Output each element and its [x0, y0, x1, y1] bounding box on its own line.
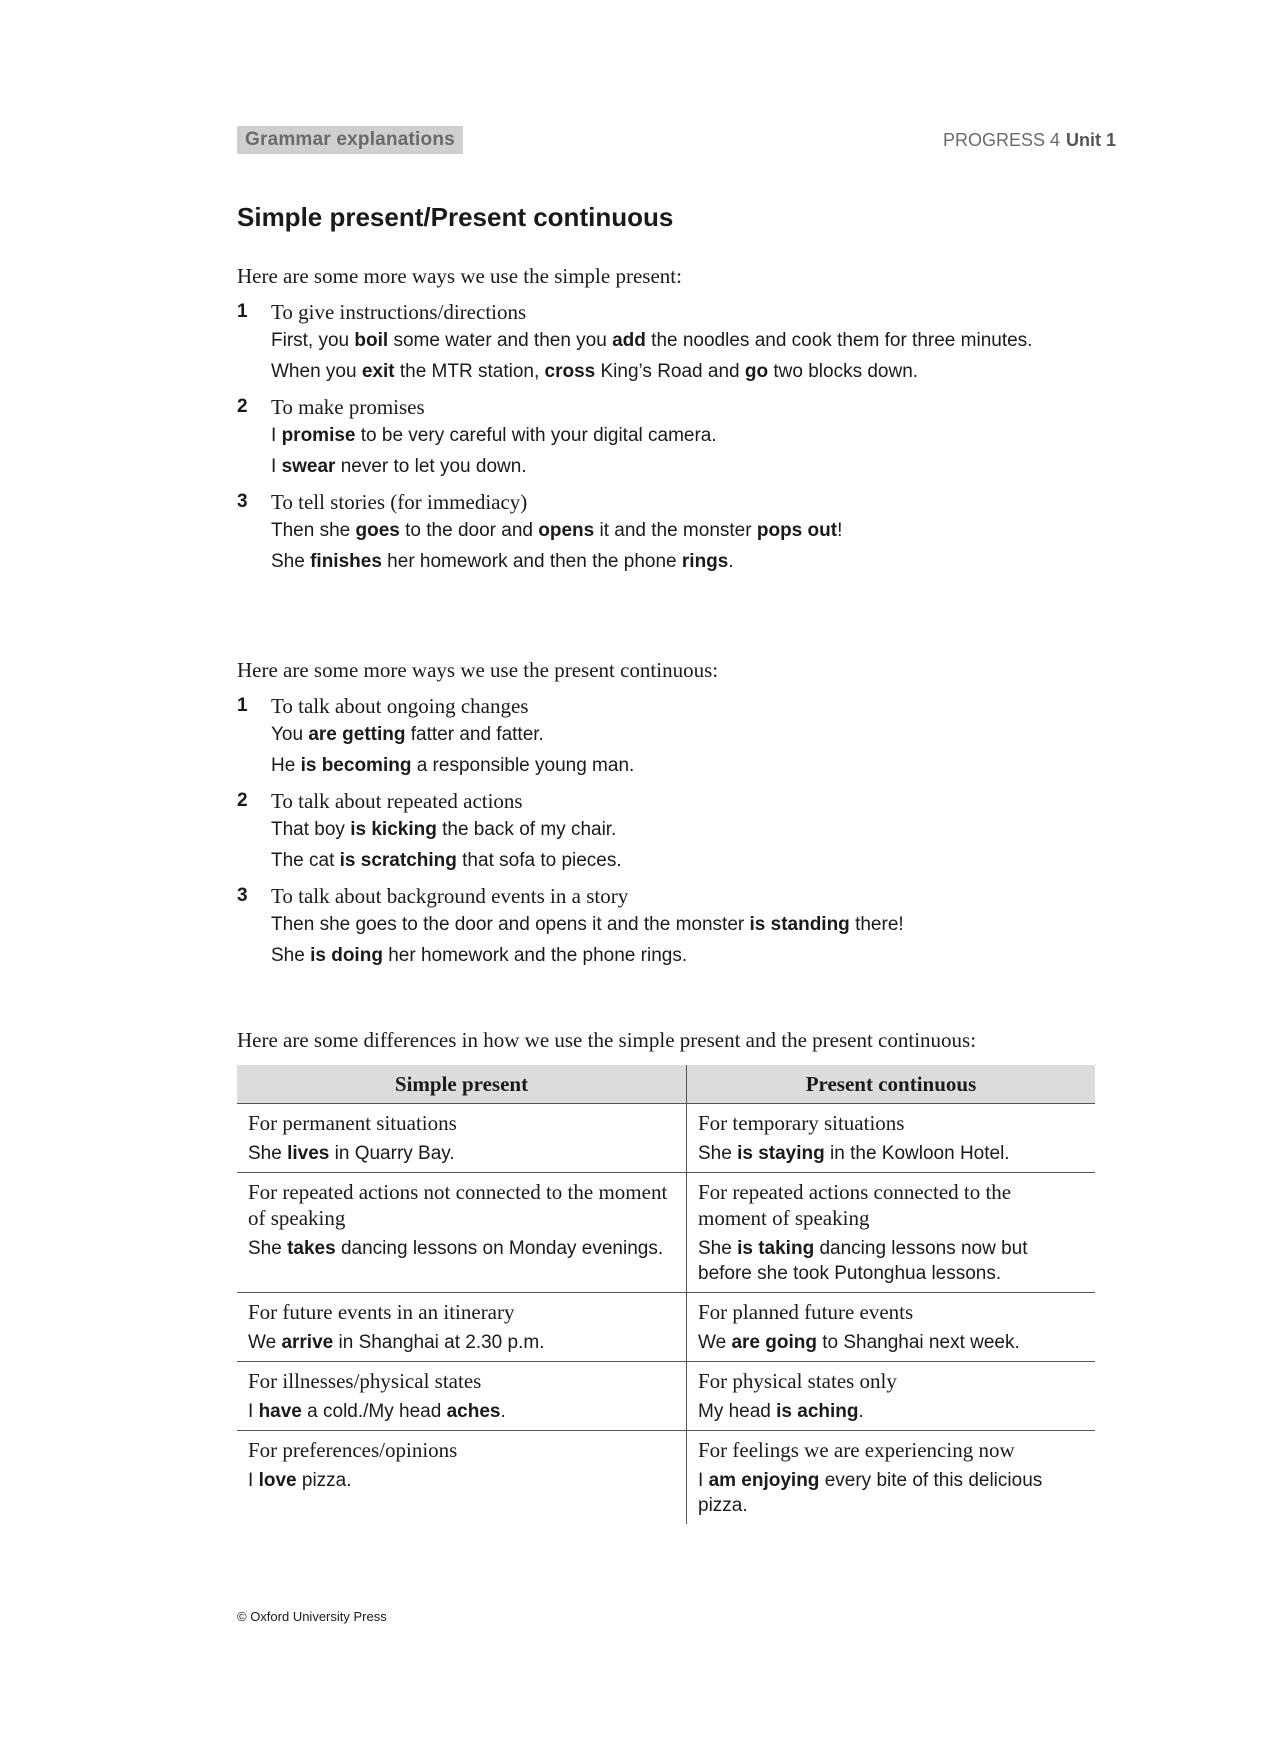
example-sentence — [698, 1236, 1085, 1286]
example-sentence — [271, 359, 1117, 384]
bold-verb: is staying — [737, 1143, 825, 1164]
table-row — [237, 1293, 1095, 1362]
example-text: When you — [271, 361, 362, 382]
example-text: to the door and — [399, 520, 539, 541]
example-sentence — [698, 1468, 1085, 1518]
bold-verb: pops out — [756, 520, 838, 541]
example-text: . — [858, 1401, 864, 1422]
example-text: dancing lessons on Monday evenings. — [335, 1238, 664, 1259]
example-text: She — [271, 551, 311, 572]
table-row — [237, 1431, 1095, 1525]
list-item — [237, 787, 1117, 873]
present-continuous-list — [237, 692, 1117, 968]
item-number: 1 — [237, 301, 248, 322]
bold-verb: aches — [446, 1401, 501, 1422]
item-heading: To tell stories (for immediacy) — [271, 490, 528, 514]
example-text: The cat — [271, 850, 340, 871]
bold-verb: finishes — [310, 551, 382, 572]
bold-verb: exit — [361, 361, 395, 382]
example-text: I — [698, 1470, 709, 1491]
usage-description: For illnesses/physical states — [248, 1369, 482, 1393]
item-number: 3 — [237, 885, 248, 906]
example-sentence — [271, 848, 1117, 873]
example-text: the back of my chair. — [436, 819, 617, 840]
example-text: to Shanghai next week. — [816, 1332, 1020, 1353]
table-row — [237, 1104, 1095, 1173]
example-text: the MTR station, — [394, 361, 545, 382]
example-text: that sofa to pieces. — [456, 850, 622, 871]
example-sentence — [248, 1141, 676, 1166]
example-text: She — [698, 1143, 738, 1164]
simple-present-cell — [237, 1173, 687, 1293]
example-text: We — [248, 1332, 282, 1353]
example-text: ! — [837, 520, 843, 541]
example-text: in Shanghai at 2.30 p.m. — [333, 1332, 545, 1353]
example-text: to be very careful with your digital camera. — [355, 425, 717, 446]
usage-description: For repeated actions not connected to the moment of speaking — [248, 1180, 668, 1230]
example-sentence — [271, 753, 1117, 778]
progress-label: PROGRESS 4 — [942, 130, 1060, 150]
present-continuous-intro: Here are some more ways we use the present continuous: — [237, 658, 719, 682]
simple-present-list — [237, 298, 1117, 574]
item-heading: To make promises — [271, 395, 425, 419]
present-continuous-section — [237, 656, 1117, 977]
bold-verb: boil — [354, 330, 389, 351]
comparison-table-body — [237, 1104, 1095, 1525]
example-sentence — [271, 912, 1117, 937]
bold-verb: is becoming — [300, 755, 412, 776]
bold-verb: is aching — [776, 1401, 859, 1422]
bold-verb: am enjoying — [708, 1470, 820, 1491]
bold-verb: go — [744, 361, 769, 382]
list-item — [237, 393, 1117, 479]
column-header-simple-present: Simple present — [237, 1065, 687, 1104]
simple-present-cell — [237, 1362, 687, 1431]
example-text: Then she — [271, 520, 356, 541]
example-text: I — [248, 1470, 259, 1491]
present-continuous-cell — [687, 1104, 1096, 1173]
example-sentence — [698, 1330, 1085, 1355]
simple-present-cell — [237, 1431, 687, 1525]
bold-verb: are getting — [308, 724, 406, 745]
section-tag: Grammar explanations — [237, 126, 463, 154]
simple-present-cell — [237, 1293, 687, 1362]
item-number: 1 — [237, 695, 248, 716]
list-item — [237, 488, 1117, 574]
example-text: She — [248, 1143, 288, 1164]
bold-verb: rings — [681, 551, 729, 572]
item-heading: To talk about background events in a story — [271, 884, 629, 908]
example-text: the noodles and cook them for three minutes. — [645, 330, 1033, 351]
example-text: a cold./My head — [301, 1401, 447, 1422]
bold-verb: opens — [538, 520, 595, 541]
example-sentence — [271, 423, 1117, 448]
column-header-present-continuous: Present continuous — [687, 1065, 1096, 1104]
usage-description: For future events in an itinerary — [248, 1300, 515, 1324]
bold-verb: is doing — [310, 945, 383, 966]
item-heading: To talk about ongoing changes — [271, 694, 529, 718]
example-sentence — [271, 454, 1117, 479]
example-text: it and the monster — [594, 520, 757, 541]
present-continuous-cell — [687, 1173, 1096, 1293]
bold-verb: is taking — [737, 1238, 815, 1259]
copyright-footer: © Oxford University Press — [237, 1609, 387, 1624]
example-sentence — [271, 518, 1117, 543]
example-sentence — [698, 1141, 1085, 1166]
example-sentence — [248, 1236, 676, 1261]
item-number: 2 — [237, 396, 248, 417]
present-continuous-cell — [687, 1362, 1096, 1431]
example-text: her homework and the phone rings. — [382, 945, 688, 966]
example-text: You — [271, 724, 309, 745]
list-item — [237, 882, 1117, 968]
example-text: dancing lessons now but before she took Putonghua lessons. — [698, 1238, 1028, 1284]
example-text: fatter and fatter. — [405, 724, 544, 745]
comparison-table — [237, 1065, 1095, 1524]
page-title: Simple present/Present continuous — [237, 202, 674, 232]
present-continuous-cell — [687, 1293, 1096, 1362]
bold-verb: is standing — [749, 914, 850, 935]
example-sentence — [271, 817, 1117, 842]
example-text: She — [271, 945, 311, 966]
example-text: I — [271, 456, 282, 477]
example-text: never to let you down. — [335, 456, 527, 477]
table-row — [237, 1173, 1095, 1293]
item-number: 3 — [237, 491, 248, 512]
example-text: That boy — [271, 819, 351, 840]
example-text: He — [271, 755, 301, 776]
example-text: . — [728, 551, 734, 572]
example-sentence — [248, 1468, 676, 1493]
simple-present-intro: Here are some more ways we use the simple present: — [237, 264, 682, 288]
example-text: a responsible young man. — [411, 755, 635, 776]
example-text: First, you — [271, 330, 355, 351]
bold-verb: arrive — [281, 1332, 334, 1353]
usage-description: For repeated actions connected to the moment of speaking — [698, 1180, 1012, 1230]
example-sentence — [271, 943, 1117, 968]
example-text: I — [271, 425, 282, 446]
example-text: King’s Road and — [595, 361, 745, 382]
example-sentence — [271, 722, 1117, 747]
differences-intro: Here are some differences in how we use the simple present and the present continuous: — [237, 1028, 977, 1052]
bold-verb: is scratching — [339, 850, 457, 871]
list-item — [237, 692, 1117, 778]
usage-description: For feelings we are experiencing now — [698, 1438, 1015, 1462]
item-number: 2 — [237, 790, 248, 811]
item-heading: To talk about repeated actions — [271, 789, 523, 813]
differences-intro-block — [237, 1026, 1117, 1062]
example-text: She — [248, 1238, 288, 1259]
progress-unit-label — [943, 128, 1116, 152]
example-text: two blocks down. — [768, 361, 919, 382]
usage-description: For temporary situations — [698, 1111, 905, 1135]
list-item — [237, 298, 1117, 384]
bold-verb: add — [612, 330, 646, 351]
usage-description: For permanent situations — [248, 1111, 457, 1135]
bold-verb: swear — [281, 456, 336, 477]
example-text: her homework and then the phone — [381, 551, 682, 572]
bold-verb: are going — [731, 1332, 817, 1353]
example-text: Then she goes to the door and opens it and the monster — [271, 914, 750, 935]
example-sentence — [271, 328, 1117, 353]
usage-description: For physical states only — [698, 1369, 897, 1393]
example-text: I — [248, 1401, 259, 1422]
item-heading: To give instructions/directions — [271, 300, 527, 324]
example-text: some water and then you — [388, 330, 613, 351]
example-sentence — [271, 549, 1117, 574]
example-text: My head — [698, 1401, 777, 1422]
simple-present-cell — [237, 1104, 687, 1173]
example-text: pizza. — [296, 1470, 352, 1491]
example-sentence — [248, 1330, 676, 1355]
bold-verb: cross — [544, 361, 596, 382]
table-row — [237, 1362, 1095, 1431]
example-text: She — [698, 1238, 738, 1259]
example-sentence — [248, 1399, 676, 1424]
bold-verb: love — [258, 1470, 297, 1491]
example-text: We — [698, 1332, 732, 1353]
present-continuous-cell — [687, 1431, 1096, 1525]
example-text: there! — [849, 914, 904, 935]
bold-verb: have — [258, 1401, 302, 1422]
example-sentence — [698, 1399, 1085, 1424]
bold-verb: lives — [287, 1143, 330, 1164]
example-text: in the Kowloon Hotel. — [824, 1143, 1010, 1164]
bold-verb: promise — [281, 425, 356, 446]
unit-label: Unit 1 — [1065, 130, 1116, 150]
usage-description: For preferences/opinions — [248, 1438, 458, 1462]
example-text: . — [500, 1401, 506, 1422]
table-header-row — [237, 1065, 1095, 1104]
example-text: every bite of this delicious pizza. — [698, 1470, 1043, 1516]
bold-verb: is kicking — [350, 819, 437, 840]
usage-description: For planned future events — [698, 1300, 914, 1324]
bold-verb: takes — [287, 1238, 336, 1259]
bold-verb: goes — [355, 520, 400, 541]
simple-present-section — [237, 262, 1117, 583]
example-text: in Quarry Bay. — [329, 1143, 455, 1164]
